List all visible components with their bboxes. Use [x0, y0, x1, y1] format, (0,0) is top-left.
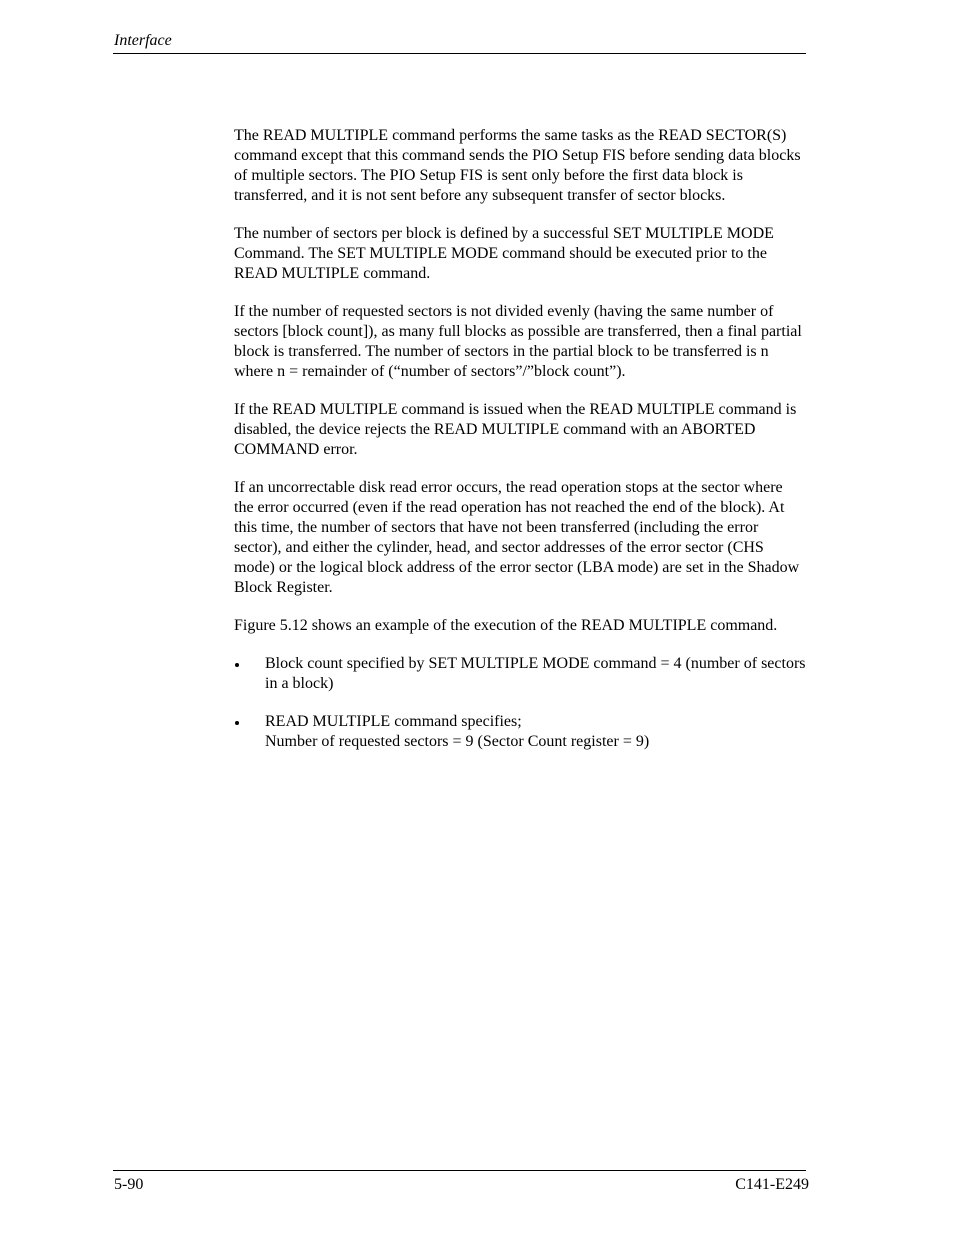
- paragraph-sectors-per-block: The number of sectors per block is defined by a successful SET MULTIPLE MODE Command. The SET MULTIPLE MODE command should be executed prior to the READ MULTIPLE command.: [234, 225, 774, 282]
- paragraph-read-multiple-overview: The READ MULTIPLE command performs the same tasks as the READ SECTOR(S) command except that this command sends the PIO Setup FIS before sending data blocks of multiple sectors. The PIO Setup FIS is sent only before the first data block is transferred, and it is not sent before any subsequent transfer of sector blocks.: [234, 127, 801, 204]
- header-rule: [113, 53, 806, 54]
- paragraph-read-error: If an uncorrectable disk read error occurs, the read operation stops at the sector where the error occurred (even if the read operation has not reached the end of the block). At this time, the number of sectors that have not been transferred (including the error sector), and either the cylinder, head, and sector addresses of the error sector (CHS mode) or the logical block address of the error sector (LBA mode) are set in the Shadow Block Register.: [234, 479, 800, 596]
- bullet-list: [234, 654, 806, 752]
- paragraph-command-disabled: If the READ MULTIPLE command is issued when the READ MULTIPLE command is disabled, the device rejects the READ MULTIPLE command with an ABORTED COMMAND error.: [234, 401, 797, 458]
- footer-rule: [113, 1170, 806, 1171]
- document-id: C141-E249: [735, 1176, 809, 1193]
- list-item: [234, 654, 806, 694]
- page-number: 5-90: [114, 1176, 144, 1193]
- main-content: [234, 126, 806, 770]
- bullet-text-line-2: Number of requested sectors = 9 (Sector Count register = 9): [265, 733, 650, 750]
- paragraph-figure-reference: Figure 5.12 shows an example of the execution of the READ MULTIPLE command.: [234, 617, 778, 634]
- bullet-text: Block count specified by SET MULTIPLE MODE command = 4 (number of sectors in a block): [265, 655, 806, 692]
- list-item: [234, 712, 806, 752]
- paragraph-partial-block: If the number of requested sectors is not divided evenly (having the same number of sectors [block count]), as many full blocks as possible are transferred, then a final partial block is transferred. The number of sectors in the partial block to be transferred is n where n = remainder of (“number of sectors”/”block count”).: [234, 303, 802, 380]
- header-section-title: Interface: [114, 32, 172, 49]
- bullet-text-line-1: READ MULTIPLE command specifies;: [265, 713, 522, 730]
